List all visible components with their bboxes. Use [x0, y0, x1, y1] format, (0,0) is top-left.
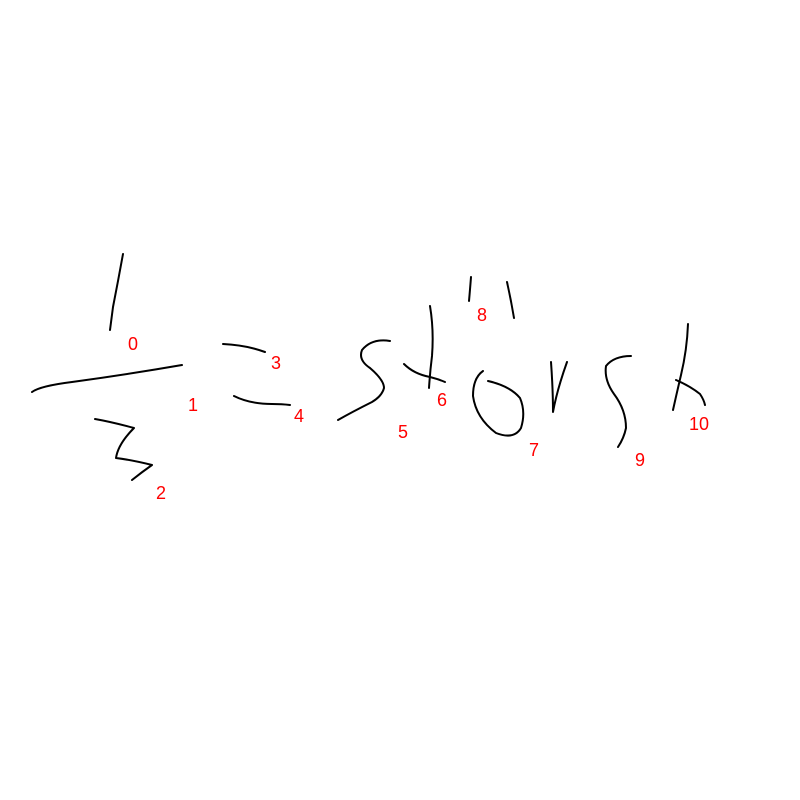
stroke-3	[223, 344, 265, 352]
stroke-label-5: 5	[398, 422, 409, 442]
stroke-label-8: 8	[477, 305, 488, 325]
stroke-label-10: 10	[689, 414, 710, 434]
stroke-5	[338, 340, 390, 420]
stroke-6-vertical	[429, 306, 433, 388]
stroke-2	[95, 419, 152, 480]
stroke-10	[673, 324, 705, 410]
stroke-7-v	[551, 362, 567, 412]
stroke-label-9: 9	[635, 450, 646, 470]
stroke-label-4: 4	[294, 406, 305, 426]
stroke-0	[110, 254, 123, 330]
stroke-9	[606, 356, 631, 447]
stroke-label-3: 3	[271, 353, 282, 373]
stroke-label-1: 1	[188, 395, 199, 415]
stroke-7	[473, 371, 523, 436]
stroke-8-left	[469, 277, 471, 301]
stroke-6-crossbar	[404, 364, 445, 382]
stroke-label-0: 0	[128, 334, 139, 354]
stroke-label-7: 7	[529, 440, 540, 460]
stroke-label-6: 6	[437, 390, 448, 410]
stroke-4	[234, 396, 290, 405]
stroke-1	[32, 365, 182, 392]
stroke-8-right	[507, 282, 514, 318]
stroke-label-2: 2	[156, 483, 167, 503]
